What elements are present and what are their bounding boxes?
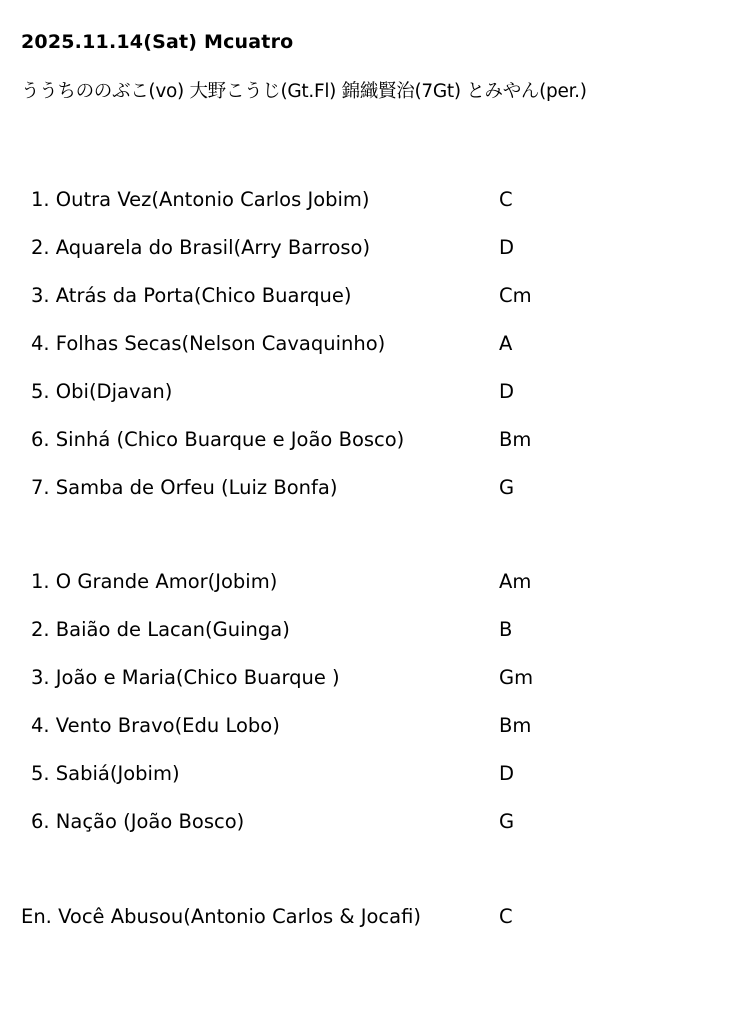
- song-title: 4. Vento Bravo(Edu Lobo): [31, 714, 280, 737]
- song-key: Am: [499, 570, 532, 593]
- setlist-row: [0, 331, 739, 379]
- setlist-row: [0, 427, 739, 475]
- song-title: En. Você Abusou(Antonio Carlos & Jocafi): [21, 905, 421, 928]
- song-key: D: [499, 762, 515, 785]
- song-key: G: [499, 476, 515, 499]
- song-title: 1. Outra Vez(Antonio Carlos Jobim): [31, 188, 370, 211]
- song-title: 3. João e Maria(Chico Buarque ): [31, 666, 340, 689]
- song-key: C: [499, 188, 513, 211]
- song-title: 5. Sabiá(Jobim): [31, 762, 180, 785]
- song-title: 6. Nação (João Bosco): [31, 810, 245, 833]
- song-title: 3. Atrás da Porta(Chico Buarque): [31, 284, 352, 307]
- setlist-row: [0, 713, 739, 761]
- band-members: ううちののぶこ(vo) 大野こうじ(Gt.Fl) 錦織賢治(7Gt) とみやん(per.): [21, 81, 587, 102]
- setlist-row: [0, 283, 739, 331]
- song-key: Bm: [499, 428, 532, 451]
- setlist-row: [0, 475, 739, 523]
- song-key: D: [499, 236, 515, 259]
- song-key: D: [499, 380, 515, 403]
- song-title: 5. Obi(Djavan): [31, 380, 173, 403]
- setlist-row: [0, 617, 739, 665]
- song-key: B: [499, 618, 513, 641]
- song-key: Gm: [499, 666, 534, 689]
- setlist-row: [0, 187, 739, 235]
- setlist-row: [0, 235, 739, 283]
- song-key: Cm: [499, 284, 532, 307]
- setlist-row: [0, 904, 739, 952]
- setlist-row: [0, 379, 739, 427]
- setlist-row: [0, 761, 739, 809]
- song-title: 1. O Grande Amor(Jobim): [31, 570, 278, 593]
- setlist-second-set: [0, 569, 739, 857]
- song-key: Bm: [499, 714, 532, 737]
- song-title: 4. Folhas Secas(Nelson Cavaquinho): [31, 332, 386, 355]
- setlist-encore: [0, 904, 739, 952]
- song-key: G: [499, 810, 515, 833]
- setlist-row: [0, 809, 739, 857]
- song-title: 2. Baião de Lacan(Guinga): [31, 618, 290, 641]
- setlist-row: [0, 569, 739, 617]
- song-title: 7. Samba de Orfeu (Luiz Bonfa): [31, 476, 338, 499]
- song-title: 2. Aquarela do Brasil(Arry Barroso): [31, 236, 371, 259]
- page-title: 2025.11.14(Sat) Mcuatro: [21, 31, 294, 53]
- song-key: C: [499, 905, 513, 928]
- song-key: A: [499, 332, 513, 355]
- setlist-first-set: [0, 187, 739, 523]
- song-title: 6. Sinhá (Chico Buarque e João Bosco): [31, 428, 405, 451]
- setlist-row: [0, 665, 739, 713]
